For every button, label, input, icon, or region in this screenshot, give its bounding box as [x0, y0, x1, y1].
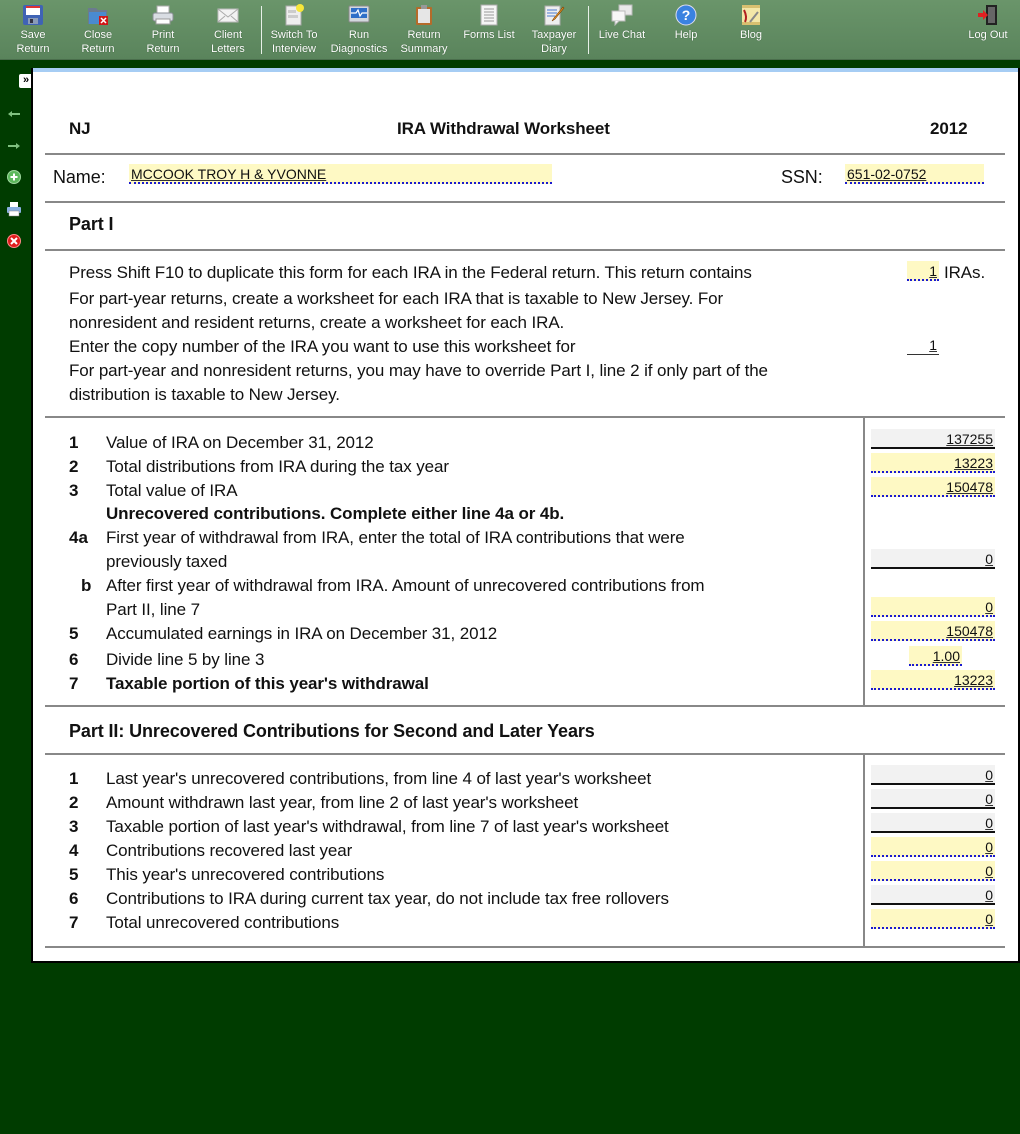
line-3-value-field[interactable] — [871, 477, 995, 497]
line-value: 150478 — [946, 479, 993, 495]
line-1-value-field[interactable] — [871, 429, 995, 449]
print-icon[interactable] — [6, 201, 22, 217]
client-letters-button[interactable] — [196, 4, 260, 56]
line-text: Value of IRA on December 31, 2012 — [106, 433, 374, 452]
save-return-label-1: Save — [20, 29, 46, 41]
line-value: 13223 — [954, 455, 993, 471]
intro-line-4: Enter the copy number of the IRA you want to use this worksheet for — [69, 337, 576, 356]
line-number: 1 — [69, 433, 79, 452]
ira-count-value: 1 — [929, 263, 937, 279]
line-number: 4a — [69, 528, 88, 547]
help-button[interactable] — [654, 4, 718, 42]
form-year: 2012 — [930, 119, 968, 138]
line-text: Taxable portion of last year's withdrawal, from line 7 of last year's worksheet — [106, 817, 669, 836]
line-number: 7 — [69, 913, 79, 932]
line-number: 3 — [69, 817, 79, 836]
line-text: Contributions recovered last year — [106, 841, 353, 860]
print-return-label-2: Return — [146, 43, 180, 55]
line-5-value-field[interactable] — [871, 621, 995, 641]
switch-to-interview-button[interactable] — [262, 4, 326, 56]
part2-line-5-value-field[interactable] — [871, 861, 995, 881]
forms-list-label: Forms List — [463, 29, 515, 41]
envelope-icon — [217, 4, 239, 26]
ssn-value: 651-02-0752 — [847, 166, 927, 182]
divider — [45, 416, 1005, 418]
line-text: Accumulated earnings in IRA on December 31, 2012 — [106, 624, 498, 643]
line-text-continued: Part II, line 7 — [106, 600, 200, 619]
form-title: IRA Withdrawal Worksheet — [397, 119, 610, 138]
forward-arrow-icon[interactable] — [6, 138, 22, 154]
ssn-field[interactable] — [845, 164, 984, 184]
client-letters-label-1: Client — [213, 29, 243, 41]
name-field[interactable] — [129, 164, 552, 184]
copy-number-field[interactable] — [907, 335, 939, 355]
line-value: 0 — [985, 887, 993, 903]
line-number: 5 — [69, 865, 79, 884]
line-number: 6 — [69, 650, 79, 669]
exit-door-icon — [977, 4, 999, 26]
line-value: 0 — [985, 791, 993, 807]
line-number: 6 — [69, 889, 79, 908]
line-number: 1 — [69, 769, 79, 788]
intro-line-5: For part-year and nonresident returns, you may have to override Part I, line 2 if only part of the — [69, 361, 768, 380]
line-text: Divide line 5 by line 3 — [106, 650, 265, 669]
toolbar-separator — [588, 6, 589, 54]
column-divider — [863, 754, 865, 948]
line-4a-value-field[interactable] — [871, 549, 995, 569]
print-return-button[interactable] — [131, 4, 195, 56]
close-return-label-2: Return — [81, 43, 115, 55]
blog-button[interactable] — [719, 4, 783, 42]
line-value: 137255 — [946, 431, 993, 447]
part2-title: Part II: Unrecovered Contributions for Second and Later Years — [69, 721, 595, 741]
ssn-label: SSN: — [781, 167, 823, 187]
line-text: This year's unrecovered contributions — [106, 865, 385, 884]
line-text: Last year's unrecovered contributions, from line 4 of last year's worksheet — [106, 769, 652, 788]
back-arrow-icon[interactable] — [6, 106, 22, 122]
divider — [45, 753, 1005, 755]
line-text: After first year of withdrawal from IRA. Amount of unrecovered contributions from — [106, 576, 705, 595]
line-number: 4 — [69, 841, 79, 860]
switch-to-interview-label-1: Switch To — [270, 29, 318, 41]
divider — [45, 153, 1005, 155]
intro-line-1: Press Shift F10 to duplicate this form for each IRA in the Federal return. This return contains — [69, 263, 752, 282]
close-return-button[interactable] — [66, 4, 130, 56]
part2-line-3-value-field[interactable] — [871, 813, 995, 833]
part2-line-6-value-field[interactable] — [871, 885, 995, 905]
notepad-pencil-icon — [543, 4, 565, 26]
part2-line-1-value-field[interactable] — [871, 765, 995, 785]
taxpayer-diary-label-1: Taxpayer — [531, 29, 577, 41]
save-return-label-2: Return — [16, 43, 50, 55]
taxpayer-diary-label-2: Diary — [541, 43, 567, 55]
divider — [45, 705, 1005, 707]
log-out-label: Log Out — [968, 29, 1008, 41]
intro-line-2: For part-year returns, create a worksheet for each IRA that is taxable to New Jersey. For — [69, 289, 724, 308]
client-letters-label-2: Letters — [211, 43, 245, 55]
save-return-button[interactable] — [1, 4, 65, 56]
run-diagnostics-label-2: Diagnostics — [330, 43, 388, 55]
part2-line-2-value-field[interactable] — [871, 789, 995, 809]
part1-title: Part I — [69, 214, 114, 234]
line-number: b — [81, 576, 92, 595]
close-folder-icon — [87, 4, 109, 26]
line-text: Taxable portion of this year's withdrawal — [106, 674, 429, 693]
line-value: 0 — [985, 767, 993, 783]
line-value: 0 — [985, 551, 993, 567]
return-summary-button[interactable] — [392, 4, 456, 56]
line-value: 13223 — [954, 672, 993, 688]
intro-line-3: nonresident and resident returns, create a worksheet for each IRA. — [69, 313, 565, 332]
line-4b-value-field[interactable] — [871, 597, 995, 617]
line-value: 0 — [985, 839, 993, 855]
divider — [45, 946, 1005, 948]
form-state: NJ — [69, 119, 91, 138]
printer-icon — [152, 4, 174, 26]
scroll-quill-icon — [740, 4, 762, 26]
document-light-icon — [283, 4, 305, 26]
line-text: First year of withdrawal from IRA, enter the total of IRA contributions that were — [106, 528, 685, 547]
monitor-pulse-icon — [348, 4, 370, 26]
intro-line-6: distribution is taxable to New Jersey. — [69, 385, 340, 404]
line-text: Contributions to IRA during current tax year, do not include tax free rollovers — [106, 889, 669, 908]
live-chat-button[interactable] — [590, 4, 654, 42]
line-text-continued: previously taxed — [106, 552, 228, 571]
line-text: Total unrecovered contributions — [106, 913, 340, 932]
delete-circle-icon[interactable] — [6, 233, 22, 249]
line-number: 3 — [69, 481, 79, 500]
line-value: 1.00 — [932, 648, 960, 664]
main-toolbar — [0, 0, 1020, 60]
clipboard-icon — [413, 4, 435, 26]
divider — [45, 201, 1005, 203]
line-number: 2 — [69, 457, 79, 476]
ira-suffix: IRAs. — [944, 263, 986, 282]
copy-number-value: 1 — [929, 337, 937, 353]
list-document-icon — [478, 4, 500, 26]
line-6-value-field[interactable] — [909, 646, 962, 666]
add-circle-icon[interactable] — [6, 169, 22, 185]
close-return-label-1: Close — [83, 29, 113, 41]
chat-bubbles-icon — [611, 4, 633, 26]
line-7-value-field[interactable] — [871, 670, 995, 690]
divider — [45, 249, 1005, 251]
svg-text:?: ? — [681, 7, 691, 23]
line-text: Total value of IRA — [106, 481, 238, 500]
part2-line-7-value-field[interactable] — [871, 909, 995, 929]
ira-count-field[interactable] — [907, 261, 939, 281]
line-text: Amount withdrawn last year, from line 2 of last year's worksheet — [106, 793, 579, 812]
line-value: 150478 — [946, 623, 993, 639]
taxpayer-diary-button[interactable] — [522, 4, 586, 56]
line-value: 0 — [985, 911, 993, 927]
line-number: 5 — [69, 624, 79, 643]
panel-top-bar — [33, 68, 1018, 72]
line-number: 7 — [69, 674, 79, 693]
form-panel — [31, 68, 1020, 963]
blog-label: Blog — [739, 29, 763, 41]
return-summary-label-2: Summary — [400, 43, 448, 55]
help-label: Help — [674, 29, 698, 41]
log-out-button[interactable] — [956, 4, 1020, 42]
name-label: Name: — [53, 167, 106, 187]
expand-panel-button[interactable]: » — [19, 74, 33, 88]
name-value: MCCOOK TROY H & YVONNE — [131, 166, 327, 182]
return-summary-label-1: Return — [407, 29, 441, 41]
part2-line-4-value-field[interactable] — [871, 837, 995, 857]
help-circle-icon — [675, 4, 697, 26]
print-return-label-1: Print — [151, 29, 175, 41]
column-divider — [863, 417, 865, 705]
line-value: 0 — [985, 863, 993, 879]
line-number: 2 — [69, 793, 79, 812]
line-2-value-field[interactable] — [871, 453, 995, 473]
switch-to-interview-label-2: Interview — [271, 43, 317, 55]
unrecovered-heading: Unrecovered contributions. Complete either line 4a or 4b. — [106, 504, 565, 523]
line-value: 0 — [985, 815, 993, 831]
live-chat-label: Live Chat — [598, 29, 646, 41]
line-value: 0 — [985, 599, 993, 615]
floppy-disk-icon — [22, 4, 44, 26]
run-diagnostics-button[interactable] — [327, 4, 391, 56]
forms-list-button[interactable] — [457, 4, 521, 42]
run-diagnostics-label-1: Run — [348, 29, 370, 41]
line-text: Total distributions from IRA during the tax year — [106, 457, 449, 476]
